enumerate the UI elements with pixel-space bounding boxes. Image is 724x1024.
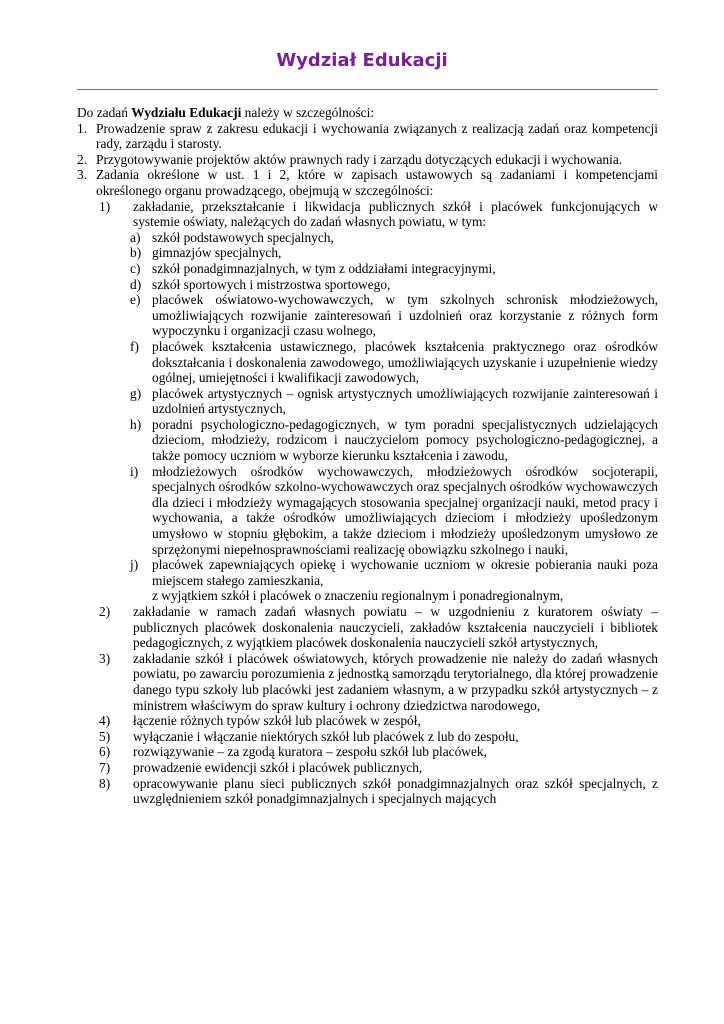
item-text: Przygotowywanie projektów aktów prawnych rady i zarządu dotyczących edukacji i wychowania. xyxy=(96,151,623,167)
letter-text: gimnazjów specjalnych, xyxy=(152,245,282,261)
sub-item-number: 8) xyxy=(99,775,111,791)
letter-text: poradni psychologiczno-pedagogicznych, w tym poradni specjalistycznych udzielających dzieciom, młodzieży, rodzicom i nauczycielom pomocy psychologiczno-pedagogicznej, a także pomocy uczniom w wyborze kierunku kształcenia i zawodu, xyxy=(152,416,658,464)
letter-number: d) xyxy=(130,276,142,292)
letter-item xyxy=(130,339,658,386)
sub-item-text: zakładanie, przekształcanie i likwidacja publicznych szkół i placówek funkcjonujących w systemie oświaty, należących do zadań własnych powiatu, w tym: xyxy=(133,198,658,230)
item-number: 3. xyxy=(77,167,88,183)
letter-number: f) xyxy=(130,338,139,354)
letter-item xyxy=(130,386,658,417)
sub-item-number: 7) xyxy=(99,759,111,775)
sub-item-number: 4) xyxy=(99,713,111,729)
letter-item xyxy=(130,277,658,293)
intro-bold: Wydziału Edukacji xyxy=(131,105,242,120)
list-item xyxy=(77,152,658,168)
sub-item xyxy=(99,729,658,745)
item-number: 1. xyxy=(77,120,88,136)
letter-number: e) xyxy=(130,292,141,308)
letter-text: placówek zapewniających opiekę i wychowanie uczniom w okresie pobierania nauki poza miejscem stałego zamieszkania, xyxy=(152,557,658,588)
letter-item xyxy=(130,261,658,277)
sub-item-number: 5) xyxy=(99,728,111,744)
sub-item xyxy=(99,651,658,713)
sub-item-number: 1) xyxy=(99,198,111,214)
sub-item-text: rozwiązywanie – za zgodą kuratora – zespołu szkół lub placówek, xyxy=(133,744,487,760)
page-title: Wydział Edukacji xyxy=(276,50,448,71)
letter-item xyxy=(130,464,658,558)
sub-item xyxy=(99,776,658,807)
item-text: Zadania określone w ust. 1 i 2, które w zapisach ustawowych są zadaniami i kompetencjami określonego organu prowadzącego, obejmują w szczególności: xyxy=(96,167,658,198)
item-number: 2. xyxy=(77,151,88,167)
letter-text: młodzieżowych ośrodków wychowawczych, młodzieżowych ośrodków socjoterapii, specjalnych ośrodków szkolno-wychowawczych oraz specjalnych ośrodków wychowawczych dla dzieci i młodzieży wymagających stosowania specjalnej organizacji nauki, metod pracy i wychowania, a także ośrodków umożliwiających dzieciom i młodzieży upośledzonym umysłowo w stopniu głębokim, a także dzieciom i młodzieży upośledzonym umysłowo ze sprzężonymi niepełnosprawnościami realizację obowiązku szkolnego i nauki, xyxy=(152,463,658,557)
title-divider xyxy=(77,89,658,90)
sub-item-number: 2) xyxy=(99,604,111,619)
letter-item xyxy=(130,557,658,588)
letter-text: placówek oświatowo-wychowawczych, w tym szkolnych schronisk młodzieżowych, umożliwiających rozwijanie zainteresowań i uzdolnień oraz korzystanie z różnych form wypoczynku i organizacji czasu wolnego, xyxy=(152,292,658,339)
sub-item xyxy=(99,744,658,760)
letter-number: i) xyxy=(130,463,139,479)
sub-item-text: opracowywanie planu sieci publicznych szkół ponadgimnazjalnych oraz szkół specjalnych, z uwzględnieniem szkół ponadgimnazjalnych i specjalnych mających xyxy=(133,775,658,807)
sub-item-text: wyłączanie i włączanie niektórych szkół lub placówek z lub do zespołu, xyxy=(133,728,519,744)
sub-item-number: 3) xyxy=(99,650,111,666)
letter-text: placówek kształcenia ustawicznego, placówek kształcenia praktycznego oraz ośrodków dokształcania i doskonalenia zawodowego, umożliwiających uzyskanie i uzupełnienie wiedzy ogólnej, umiejętności i kwalifikacji zawodowych, xyxy=(152,338,658,386)
letter-text: szkół podstawowych specjalnych, xyxy=(152,229,334,245)
letter-number: b) xyxy=(130,245,142,261)
letter-item xyxy=(130,417,658,464)
sub-item xyxy=(99,199,658,230)
letter-number: h) xyxy=(130,416,142,432)
letter-item xyxy=(130,245,658,261)
sub-item xyxy=(99,713,658,729)
sub-item-number: 6) xyxy=(99,744,111,760)
letter-number: a) xyxy=(130,229,141,245)
sub-item-text: prowadzenie ewidencji szkół i placówek publicznych, xyxy=(133,759,423,775)
list-item xyxy=(77,167,658,198)
intro-paragraph xyxy=(77,105,658,121)
exception-line: z wyjątkiem szkół i placówek o znaczeniu regionalnym i ponadregionalnym, xyxy=(152,588,564,604)
letter-number: g) xyxy=(130,385,142,401)
intro-suffix: należy w szczególności: xyxy=(241,105,375,120)
sub-item-text: łączenie różnych typów szkół lub placówek w zespół, xyxy=(133,713,421,729)
sub-item xyxy=(99,760,658,776)
letter-item xyxy=(130,292,658,339)
item-text: Prowadzenie spraw z zakresu edukacji i wychowania związanych z realizacją zadań oraz kompetencji rady, zarządu i starosty. xyxy=(96,120,658,152)
list-item xyxy=(77,121,658,152)
letter-item xyxy=(130,230,658,246)
sub-item-text: zakładanie szkół i placówek oświatowych, których prowadzenie nie należy do zadań własnych powiatu, po zawarciu porozumienia z jednostką samorządu terytorialnego, dla której prowadzenie danego typu szkoły lub placówki jest zadaniem własnym, a w przypadku szkół artystycznych – z ministrem właściwym do spraw kultury i ochrony dziedzictwa narodowego, xyxy=(133,650,659,713)
sub-item xyxy=(99,604,658,651)
letter-text: szkół sportowych i mistrzostwa sportowego, xyxy=(152,276,391,292)
intro-prefix: Do zadań xyxy=(77,105,132,120)
letter-text: szkół ponadgimnazjalnych, w tym z oddziałami integracyjnymi, xyxy=(152,260,496,276)
document-body xyxy=(77,105,658,807)
letter-text: placówek artystycznych – ognisk artystycznych umożliwiających rozwijanie zainteresowań i uzdolnień artystycznych, xyxy=(152,385,658,417)
sub-item-text: zakładanie w ramach zadań własnych powiatu – w uzgodnieniu z kuratorem oświaty – publicznych placówek doskonalenia nauczycieli, zakładów kształcenia nauczycieli i bibliotek pedagogicznych, z wyjątkiem placówek doskonalenia nauczycieli szkół artystycznych, xyxy=(133,604,658,651)
letter-number: c) xyxy=(130,260,141,276)
letter-number: j) xyxy=(130,557,139,573)
